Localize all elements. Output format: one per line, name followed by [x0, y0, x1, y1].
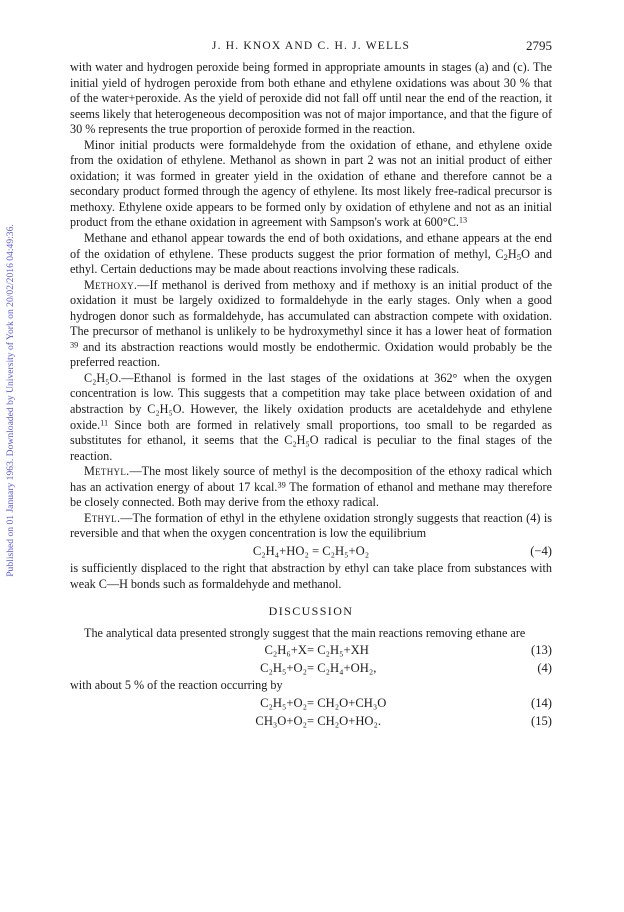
subscript: 5: [516, 251, 522, 262]
paragraph-discussion-intro: The analytical data presented strongly suggest that the main reactions removing ethane are: [84, 625, 526, 640]
text-segment: Methane and ethanol appear towards the end of both oxidations, and ethane appears at the end of the oxidation of ethylene. These products suggest the prior formation of methyl, C: [70, 231, 552, 261]
equation-number: (−4): [530, 543, 552, 558]
download-notice: Published on 01 January 1963. Downloaded by University of York on 20/02/2016 04:49:36.: [4, 223, 16, 577]
equation-rhs: = CH₂O+HO₂.: [307, 713, 382, 728]
text-segment: Minor initial products were formaldehyde from the oxidation of ethane, and ethylene oxide from the oxidation of ethylene. Methanol as shown in part 2 was not an initial product of either oxidation; it was formed in greater yield in the oxidation of ethane and therefore cannot be a secondary product formed through the agency of ethylene. Its most likely free-radical precursor is methoxy. Ethylene oxide appears to be formed only by oxidation of ethylene and not as an initial product from the ethane oxidation in agreement with Sampson's work at 600°C.: [70, 137, 552, 230]
equation-13: [70, 642, 552, 659]
paragraph-displacement: is sufficiently displaced to the right that abstraction by ethyl can take place from substances with weak C—H bonds such as formaldehyde and methanol.: [70, 560, 552, 591]
equation-14: [70, 695, 552, 712]
section-heading-discussion: DISCUSSION: [268, 604, 354, 619]
equation-number: (4): [537, 661, 552, 676]
run-in-heading-methyl: Methyl.: [84, 464, 130, 479]
run-in-heading-ethyl: Ethyl.: [84, 510, 121, 525]
equation-rhs: = C₂H₅+XH: [307, 643, 369, 658]
equation-lhs: C₂H₅+O₂: [260, 695, 307, 710]
reference-13: 13: [458, 215, 468, 225]
paragraph-peroxide-yield: with water and hydrogen peroxide being formed in appropriate amounts in stages (a) and (c). The initial yield of hydrogen peroxide from both ethane and ethylene oxidations was about 30 % that of the water+peroxide. As the yield of peroxide did not fall off until near the end of the reaction, it seems likely that heterogeneous decomposition was not of major importance, and that the figure of 30 % represents the true proportion of peroxide formed in the reaction.: [70, 60, 552, 137]
run-in-heading-methoxy: Methoxy.: [84, 277, 138, 292]
text-segment: O and ethyl. Certain deductions may be made about reactions involving these radicals.: [70, 246, 552, 277]
equation-body: C₂H₄+HO₂ = C₂H₅+O₂: [252, 543, 370, 558]
equation-number: (13): [531, 643, 552, 658]
body-text: [70, 60, 552, 730]
equation-rhs: = CH₂O+CH₃O: [307, 695, 387, 710]
running-head-authors: J. H. KNOX AND C. H. J. WELLS: [211, 40, 411, 52]
text-segment: —The most likely source of methyl is the decomposition of the ethoxy radical which has an activation energy of about 17 kcal.: [70, 464, 552, 494]
running-header: [70, 40, 552, 60]
paragraph-methoxy: [70, 278, 552, 371]
text-segment: —The formation of ethyl in the ethylene oxidation strongly suggests that reaction (4) is reversible and that when the oxygen concentration is low the equilibrium: [70, 510, 552, 541]
equation-4: [70, 660, 552, 677]
paragraph-methane-ethanol: [70, 231, 552, 278]
journal-page: [70, 40, 552, 731]
paragraph-ethyl: [70, 511, 552, 542]
reference-11: 11: [100, 417, 109, 427]
paragraph-ethoxy: [70, 371, 552, 464]
text-segment: H: [507, 246, 517, 261]
reference-39: 39: [277, 480, 286, 490]
page-number: 2795: [526, 38, 552, 53]
equation-lhs: C₂H₆+X: [264, 643, 307, 658]
equation-rhs: = C₂H₄+OH₂,: [307, 661, 377, 676]
text-segment: Since both are formed in relatively small proportions, too small to be regarded as substitutes for ethanol, it seems that the C₂H₅O radical is peculiar to the final stages of the reaction.: [70, 417, 553, 463]
equation-number: (15): [531, 713, 552, 728]
equation-minus-4: [70, 543, 552, 560]
equation-15: [70, 713, 552, 730]
download-watermark: [2, 150, 18, 650]
equation-lhs: CH₃O+O₂: [255, 713, 307, 728]
text-segment: The formation of ethanol and methane may therefore be closely connected. Both may derive from the ethoxy radical.: [70, 479, 552, 510]
paragraph-five-percent: with about 5 % of the reaction occurring by: [70, 678, 283, 693]
paragraph-minor-products: [70, 138, 552, 231]
text-segment: —If methanol is derived from methoxy and if methoxy is an initial product of the oxidation it must be largely oxidized to formaldehyde in the early stages. Only when a good hydrogen donor such as formaldehyde, has accumulated can abstraction compete with oxidation. The precursor of methanol is unlikely to be hydroxymethyl since it has a lower heat of formation: [70, 277, 552, 339]
paragraph-methyl: [70, 464, 552, 511]
text-segment: —Ethanol is formed in the last stages of the oxidations at 362° when the oxygen concentration is low. This suggests that a competition may take place between oxidation of and abstraction by C₂H₅O. However, the likely oxidation products are acetaldehyde and ethylene oxide.: [70, 370, 552, 432]
equation-lhs: C₂H₅+O₂: [260, 661, 307, 676]
equation-number: (14): [531, 695, 552, 710]
reference-39: 39: [70, 340, 79, 350]
subscript: 2: [503, 251, 508, 262]
text-segment: and its abstraction reactions would mostly be endothermic. Oxidation would probably be the preferred reaction.: [70, 339, 552, 370]
run-in-heading-c2h5o: C₂H₅O.: [84, 370, 122, 385]
